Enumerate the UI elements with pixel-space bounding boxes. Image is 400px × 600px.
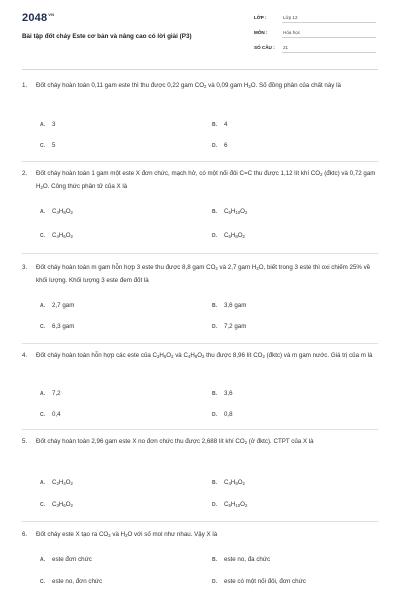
option-letter: B. bbox=[212, 480, 217, 486]
logo-text: 2048 bbox=[22, 12, 48, 24]
option-text: 5 bbox=[52, 142, 56, 149]
option-d[interactable] bbox=[212, 323, 246, 330]
header-divider bbox=[22, 69, 378, 70]
option-text: $C_5H_{10}O_2$ bbox=[224, 208, 248, 215]
option-letter: C. bbox=[40, 502, 45, 508]
meta-subject-label: MÔN : bbox=[254, 30, 268, 35]
option-text: $C_4H_8O_2$ bbox=[224, 479, 245, 486]
question-number: 2. bbox=[22, 170, 28, 177]
option-text: $C_5H_{10}O_2$ bbox=[224, 501, 248, 508]
question-text: Đốt cháy hoàn toàn 1 gam một este X đơn chức, mạch hở, có một nối đôi C=C thu được 1,12 lít khí $CO_2$ (đktc) và 0,72 gam $H_2O$. Công thức phân tử của X là bbox=[36, 170, 376, 190]
option-b[interactable] bbox=[212, 208, 247, 215]
option-letter: B. bbox=[212, 557, 217, 563]
option-a[interactable] bbox=[40, 556, 92, 563]
option-b[interactable] bbox=[212, 302, 246, 309]
option-text: este có một nối đôi, đơn chức bbox=[224, 578, 306, 585]
option-text: $C_4H_6O_2$ bbox=[52, 232, 73, 239]
option-text: 2,7 gam bbox=[52, 302, 75, 309]
meta-count-label: SỐ CÂU : bbox=[254, 45, 275, 50]
option-letter: B. bbox=[212, 303, 217, 309]
option-text: este no, đơn chức bbox=[52, 578, 103, 585]
option-letter: A. bbox=[40, 391, 45, 397]
question-divider bbox=[22, 429, 378, 430]
option-d[interactable] bbox=[212, 232, 245, 239]
option-letter: D. bbox=[212, 233, 217, 239]
option-text: 7,2 gam bbox=[224, 323, 247, 330]
question-divider bbox=[22, 253, 378, 254]
option-a[interactable] bbox=[40, 390, 61, 397]
option-letter: D. bbox=[212, 579, 217, 585]
meta-subject-value: Hóa học bbox=[283, 30, 301, 35]
option-letter: B. bbox=[212, 391, 217, 397]
option-text: 3,6 gam bbox=[224, 302, 247, 309]
option-a[interactable] bbox=[40, 479, 73, 486]
question-text: Đốt cháy este X tạo ra $CO_2$ và $H_2O$ với số mol như nhau. Vậy X là bbox=[36, 531, 218, 538]
option-text: 3,6 bbox=[224, 390, 233, 397]
question-divider bbox=[22, 343, 378, 344]
option-d[interactable] bbox=[212, 501, 247, 508]
question-number: 3. bbox=[22, 264, 28, 271]
option-letter: A. bbox=[40, 209, 45, 215]
option-a[interactable] bbox=[40, 302, 74, 309]
option-b[interactable] bbox=[212, 556, 270, 563]
option-text: 7,2 bbox=[52, 390, 61, 397]
option-letter: C. bbox=[40, 579, 45, 585]
option-a[interactable] bbox=[40, 121, 55, 128]
option-c[interactable] bbox=[40, 142, 55, 149]
option-text: $C_2H_4O_2$ bbox=[52, 479, 73, 486]
option-text: $C_3H_6O_2$ bbox=[52, 501, 73, 508]
option-c[interactable] bbox=[40, 578, 102, 585]
question-text: Đốt cháy hoàn toàn m gam hỗn hợp 3 este thu được 8,8 gam $CO_2$ và 2,7 gam $H_2O$, biết trong 3 este thì oxi chiếm 25% về khối lượng. Khối lượng 3 este đem đốt là bbox=[36, 264, 371, 284]
option-letter: B. bbox=[212, 122, 217, 128]
option-letter: A. bbox=[40, 122, 45, 128]
option-text: 0,4 bbox=[52, 411, 61, 418]
question-text: Đốt cháy hoàn toàn 0,11 gam este thì thu được 0,22 gam $CO_2$ và 0,09 gam $H_2O$. Số đồng phân của chất này là bbox=[36, 82, 341, 89]
option-d[interactable] bbox=[212, 578, 306, 585]
meta-divider bbox=[282, 37, 376, 38]
option-letter: D. bbox=[212, 502, 217, 508]
document-title: Bài tập đốt cháy Este cơ bản và nâng cao có lời giải (P3) bbox=[22, 33, 192, 40]
option-text: $C_4H_8O_2$ bbox=[52, 208, 73, 215]
option-letter: C. bbox=[40, 233, 45, 239]
option-b[interactable] bbox=[212, 479, 245, 486]
logo-suffix: VN bbox=[48, 12, 55, 18]
option-letter: C. bbox=[40, 412, 45, 418]
option-letter: C. bbox=[40, 324, 45, 330]
option-b[interactable] bbox=[212, 121, 227, 128]
meta-divider bbox=[282, 52, 376, 53]
option-c[interactable] bbox=[40, 501, 73, 508]
site-logo[interactable] bbox=[22, 12, 54, 24]
option-a[interactable] bbox=[40, 208, 73, 215]
question-text: Đốt cháy hoàn toàn 2,96 gam este X no đơn chức thu được 2,688 lít khí $CO_2$ (ở đktc). CTPT của X là bbox=[36, 438, 314, 445]
option-c[interactable] bbox=[40, 232, 73, 239]
option-d[interactable] bbox=[212, 411, 233, 418]
question-divider bbox=[22, 521, 378, 522]
option-text: este no, đa chức bbox=[224, 556, 271, 563]
option-letter: A. bbox=[40, 480, 45, 486]
question-divider bbox=[22, 161, 378, 162]
option-d[interactable] bbox=[212, 142, 227, 149]
option-text: 3 bbox=[52, 121, 56, 128]
option-c[interactable] bbox=[40, 411, 61, 418]
meta-class-value: Lớp 12 bbox=[283, 15, 298, 20]
option-b[interactable] bbox=[212, 390, 233, 397]
option-text: 6,3 gam bbox=[52, 323, 75, 330]
question-number: 4. bbox=[22, 352, 28, 359]
option-letter: A. bbox=[40, 557, 45, 563]
question-text: Đốt cháy hoàn toàn hỗn hợp các este của $C_3H_6O_2$ và $C_4H_8O_2$ thu được 8,96 lít $CO_2$ (đktc) và m gam nước. Giá trị của m là bbox=[36, 352, 373, 359]
option-letter: C. bbox=[40, 143, 45, 149]
meta-divider bbox=[282, 22, 376, 23]
question-number: 6. bbox=[22, 531, 28, 538]
option-text: 4 bbox=[224, 121, 228, 128]
option-text: $C_5H_8O_2$ bbox=[224, 232, 245, 239]
option-letter: D. bbox=[212, 143, 217, 149]
option-letter: B. bbox=[212, 209, 217, 215]
question-number: 1. bbox=[22, 82, 28, 89]
option-text: este đơn chức bbox=[52, 556, 92, 563]
option-text: 6 bbox=[224, 142, 228, 149]
option-text: 0,8 bbox=[224, 411, 233, 418]
option-c[interactable] bbox=[40, 323, 74, 330]
question-number: 5. bbox=[22, 438, 28, 445]
meta-class-label: LỚP : bbox=[254, 15, 267, 20]
worksheet-header bbox=[0, 0, 400, 66]
meta-count-value: 21 bbox=[283, 45, 289, 50]
option-letter: D. bbox=[212, 324, 217, 330]
option-letter: D. bbox=[212, 412, 217, 418]
option-letter: A. bbox=[40, 303, 45, 309]
